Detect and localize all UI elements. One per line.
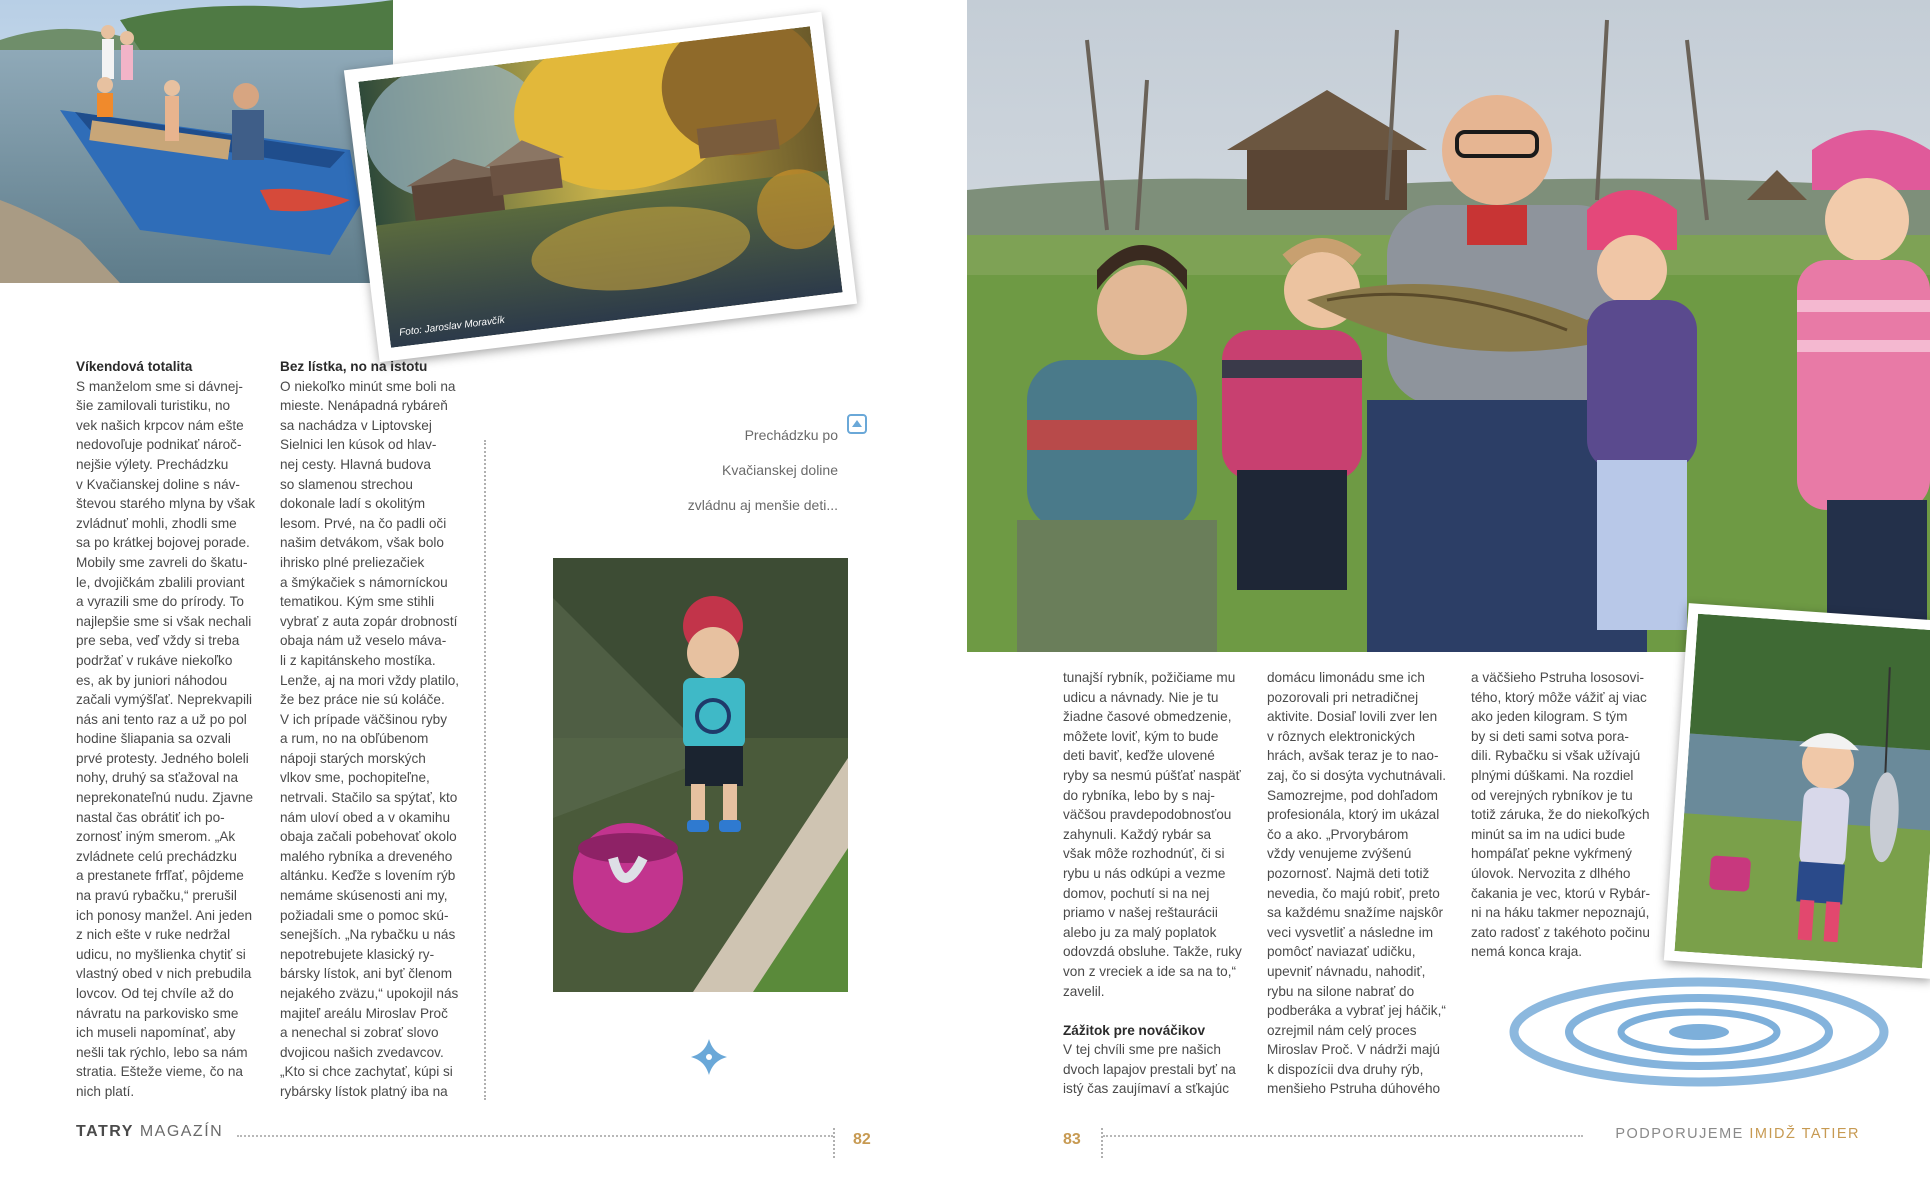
text-line: domov, pochutí si na nej [1063, 885, 1210, 901]
magazine-title [76, 1123, 223, 1141]
text-column-3 [1063, 668, 1248, 1099]
page-number-right: 83 [1063, 1131, 1081, 1148]
text-line: Prechádzku po [744, 427, 838, 443]
text-line: rybársky lístok platný iba na [280, 1083, 448, 1099]
text-line: dokonale ladí s okolitým [280, 496, 426, 512]
text-line: O niekoľko minút sme boli na [280, 378, 456, 394]
text-column-1 [76, 357, 261, 1102]
slogan-accent: IMIDŽ TATIER [1749, 1126, 1860, 1142]
text-line: sa každému snažíme najskôr [1267, 905, 1444, 921]
text-line: zahynuli. Každý rybár sa [1063, 826, 1212, 842]
text-line: minút sa im na udici bude [1471, 826, 1626, 842]
heading-zazitok: Zážitok pre nováčikov [1063, 1022, 1206, 1038]
text-line: profesionála, ktorý im ukázal [1267, 807, 1440, 823]
text-line: nej cesty. Hlavná budova [280, 456, 431, 472]
text-line: altánku. Keďže s lovením rýb [280, 868, 456, 884]
four-point-star-icon [689, 1037, 729, 1077]
text-line: sa nachádza v Liptovskej [280, 417, 432, 433]
text-line: nepotrebujete klasický ry- [280, 946, 435, 962]
text-line: pomôcť naviazať udičku, [1267, 944, 1416, 960]
text-line: nám uloví obed a v okamihu [280, 809, 451, 825]
text-line: šie zamilovali turistiku, no [76, 398, 231, 414]
text-line: vek našich krpcov nám ešte [76, 417, 244, 433]
text-line: so slamenou strechou [280, 476, 413, 492]
text-line: totiž záruka, že do niekoľkých [1471, 807, 1650, 823]
text-line: a väčšieho Pstruha lososovi- [1471, 670, 1645, 685]
heading-bez-listka: Bez lístka, no na istotu [280, 359, 428, 374]
text-line: môžete loviť, kým to bude [1063, 728, 1219, 744]
text-line: aktivite. Dosiaľ lovili zver len [1267, 709, 1438, 725]
text-line: es, ak by juniori náhodou [76, 672, 228, 688]
text-line: S manželom sme si dávnej- [76, 378, 243, 394]
text-line: nevedia, čo majú robiť, preto [1267, 885, 1440, 901]
text-line: Samozrejme, pod dohľadom [1267, 787, 1438, 803]
text-line: čo a ako. „Prvorybárom [1267, 826, 1409, 842]
text-column-2 [280, 357, 470, 1102]
text-line: zvládnu aj menšie deti... [687, 497, 838, 513]
photo-fishing-group-image [967, 0, 1930, 652]
photo-boy-bucket-image [553, 558, 848, 992]
text-line: ryby sa nesmú púšťať naspäť [1063, 767, 1241, 783]
text-line: Mobily sme zavreli do škatu- [76, 554, 248, 570]
text-line: neprekonateľnú nudu. Zjavne [76, 790, 254, 806]
water-ripple-graphic [1508, 975, 1890, 1090]
text-line: v Kvačianskej doline s náv- [76, 476, 240, 492]
text-line: Sielnici len kúsok od hlav- [280, 437, 437, 453]
text-column-5 [1471, 668, 1656, 962]
text-line: od verejných rybníkov je tu [1471, 787, 1633, 803]
text-body [1471, 668, 1656, 962]
text-line: hrách, avšak teraz je to nao- [1267, 748, 1439, 764]
text-line: upevniť návnadu, nahodiť, [1267, 963, 1426, 979]
text-line: začali vymýšľať. Neprekvapili [76, 692, 253, 708]
text-line: malého rybníka a dreveného [280, 848, 453, 864]
text-line: zvládnete celú prechádzku [76, 848, 237, 864]
text-line: zato radosť z takéhoto počinu [1471, 924, 1650, 940]
text-line: pozorovali pri netradičnej [1267, 689, 1419, 705]
text-line: udicu a návnady. Nie je tu [1063, 689, 1219, 705]
photo-girl-fish [1675, 614, 1930, 968]
text-body [280, 377, 470, 1102]
photo-kids-boat [0, 0, 393, 283]
text-line: čakania je vec, ktorú v Rybár- [1471, 885, 1651, 901]
text-line: li z kapitánskeho mostíka. [280, 652, 436, 668]
text-line: že bez práce nie sú koláče. [280, 692, 445, 708]
text-line: našim detvákom, však bolo [280, 535, 444, 551]
text-line: by si deti sami sotva pora- [1471, 728, 1629, 744]
text-line: návratu na parkovisko sme [76, 1005, 239, 1021]
slogan-light: PODPORUJEME [1615, 1126, 1744, 1142]
photo-caption [660, 411, 838, 530]
text-line: lesom. Prvé, na čo padli oči [280, 515, 447, 531]
text-line: vlkov sme, pochopiteľne, [280, 770, 430, 786]
text-line: obaja začali pobehovať okolo [280, 829, 457, 845]
text-line: nich platí. [76, 1083, 135, 1099]
text-line: najlepšie sme si však nechali [76, 613, 252, 629]
text-line: istý čas zaujímaví a sťkajúc [1063, 1081, 1230, 1097]
text-line: rybu u nás odkúpi a vezme [1063, 865, 1226, 881]
text-line: ako jeden kilogram. S tým [1471, 709, 1628, 725]
photo-boy-bucket [553, 558, 848, 992]
text-line: alebo ju za malý poplatok [1063, 924, 1217, 940]
text-line: nešli tak rýchlo, lebo sa nám [76, 1044, 248, 1060]
text-line: a šmýkačiek s námorníckou [280, 574, 448, 590]
text-line: požiadali sme o pomoc skú- [280, 907, 449, 923]
photo-kids-boat-image [0, 0, 393, 283]
text-line: von z vreciek a ide sa na to,“ [1063, 963, 1237, 979]
text-line: mieste. Nenápadná rybáreň [280, 398, 448, 414]
magazine-title-light: MAGAZÍN [139, 1123, 224, 1140]
caption-text [660, 425, 838, 516]
text-line: tematikou. Kým sme stihli [280, 594, 435, 610]
photo-girl-fish-image [1675, 614, 1930, 968]
text-line: netrvali. Stačilo sa spýtať, kto [280, 790, 458, 806]
text-line: hompáľať pekne vykŕmený [1471, 846, 1632, 862]
photo-mill [358, 26, 842, 347]
photo-credit: Foto: Jaroslav Moravčík [398, 314, 506, 339]
photo-mill-polaroid [344, 12, 857, 362]
text-line: a vyrazili sme do prírody. To [76, 594, 244, 610]
text-line: väčšou pravdepodobnosťou [1063, 807, 1232, 823]
magazine-title-bold: TATRY [76, 1123, 134, 1140]
text-line: nejšie výlety. Prechádzku [76, 456, 229, 472]
text-line: lovcov. Od tej chvíle až do [76, 986, 234, 1001]
text-line: zaj, čo si dosýta vychutnávali. [1267, 767, 1447, 783]
text-line: a nenechal si zobrať slovo [280, 1025, 439, 1041]
text-line: Lenže, aj na mori vždy platilo, [280, 672, 460, 688]
page-number-left: 82 [853, 1131, 871, 1148]
text-line: V tej chvíli sme pre našich [1063, 1042, 1221, 1058]
text-line: nohy, druhý sa sťažoval na [76, 770, 239, 786]
text-line: „Kto si chce zachytať, kúpi si [280, 1064, 453, 1080]
text-line: tého, ktorý môže vážiť aj viac [1471, 689, 1647, 705]
text-line: senejších. „Na rybačku u nás [280, 927, 456, 943]
text-line: nápoji starých morských [280, 750, 426, 766]
text-line: deti baviť, keďže ulovené [1063, 748, 1215, 764]
text-body [1063, 1040, 1248, 1099]
text-line: domácu limonádu sme ich [1267, 670, 1425, 685]
text-line: bársky lístok, ani byť členom [280, 966, 453, 982]
text-line: dvoch lapajov prestali byť na [1063, 1061, 1236, 1077]
text-line: vlastný obed v nich prebudila [76, 966, 252, 982]
text-line: podberáka a vybrať jej háčik,“ [1267, 1003, 1446, 1019]
text-line: a prestanete frfľať, pôjdeme [76, 868, 244, 884]
text-line: plnými dúškami. Na rozdiel [1471, 767, 1634, 783]
text-line: le, dvojičkám zbalili proviant [76, 574, 245, 590]
footer-divider-right [1101, 1128, 1103, 1158]
text-line: rybu na silone nabrať do [1267, 983, 1415, 999]
text-body [76, 377, 261, 1102]
text-line: podržať v rukáve niekoľko [76, 652, 233, 668]
text-line: a rum, no na obľúbenom [280, 731, 429, 747]
text-line: žiadne časové obmedzenie, [1063, 709, 1232, 725]
text-line: nastal čas obrátiť ich po- [76, 809, 225, 825]
column-divider [484, 440, 486, 1100]
text-line: pre seba, veď vždy si treba [76, 633, 240, 649]
text-line: pozornosť. Najmä deti totiž [1267, 865, 1430, 881]
heading-vikendova-totalita: Víkendová totalita [76, 359, 193, 374]
photo-mill-image [358, 26, 842, 347]
footer-divider-left [833, 1128, 835, 1158]
footer-rule-left [237, 1135, 833, 1137]
text-line: ni na háku takmer nepoznajú, [1471, 905, 1650, 921]
text-line: však môže rozhodnúť, či si [1063, 846, 1225, 862]
text-line: ich museli napomínať, aby [76, 1025, 236, 1041]
text-line: števou starého mlyna by však [76, 496, 256, 512]
text-line: nejakého zväzu,“ upokojil nás [280, 986, 459, 1001]
text-line: udicu, no myšlienka chytiť si [76, 946, 246, 962]
text-line: nás ani tento raz a už po pol [76, 711, 247, 727]
text-line: tunajší rybník, požičiame mu [1063, 670, 1236, 685]
text-line: hodine šliapania sa ozvali [76, 731, 231, 747]
text-line: veci vysvetliť a následne im [1267, 924, 1434, 940]
text-line: úlovok. Nervozita z dlhého [1471, 865, 1631, 881]
text-line: vybrať z auta zopár drobností [280, 613, 458, 629]
text-line: zvládnuť mohli, zhodli sme [76, 515, 237, 531]
text-line: v rôznych elektronických [1267, 728, 1416, 744]
text-line: ihrisko plné preliezačiek [280, 554, 425, 570]
text-line: nemá konca kraja. [1471, 944, 1583, 960]
text-line: zornosť iným smerom. „Ak [76, 829, 236, 845]
text-line: vždy venujeme zvýšenú [1267, 846, 1412, 862]
slogan [1615, 1126, 1860, 1142]
photo-girl-fish-polaroid [1664, 603, 1930, 979]
text-line: ozrejmil nám celý proces [1267, 1022, 1417, 1038]
text-body [1063, 668, 1248, 1001]
text-column-4 [1267, 668, 1452, 1099]
text-line: nedovoľuje podnikať nároč- [76, 437, 242, 453]
footer-rule-right [1103, 1135, 1583, 1137]
text-line: z nich ešte v ruke nedržal [76, 927, 231, 943]
text-line: majiteľ areálu Miroslav Proč [280, 1005, 448, 1021]
up-arrow-icon [847, 414, 867, 434]
text-line: Kvačianskej doline [722, 462, 838, 478]
text-body [1267, 668, 1452, 1099]
text-line: stratia. Ešteže vieme, čo na [76, 1064, 243, 1080]
text-line: k dispozícii dva druhy rýb, [1267, 1061, 1424, 1077]
photo-fishing-group [967, 0, 1930, 652]
text-line: zavelil. [1063, 983, 1105, 999]
text-line: V ich prípade väčšinou ryby [280, 711, 447, 727]
text-line: priamo v našej reštaurácii [1063, 905, 1218, 921]
text-line: Miroslav Proč. V nádrži majú [1267, 1042, 1440, 1058]
text-line: odovzdá obsluhe. Takže, ruky [1063, 944, 1242, 960]
text-line: obaja nám už veselo máva- [280, 633, 447, 649]
text-line: dvojicou našich zvedavcov. [280, 1044, 444, 1060]
text-line: na pravú rybačku,“ prerušil [76, 888, 237, 904]
text-line: do rybníka, lebo by s naj- [1063, 787, 1215, 803]
text-line: nemáme skúsenosti ani my, [280, 888, 448, 904]
text-line: prvé protesty. Jedného boleli [76, 750, 249, 766]
text-line: menšieho Pstruha dúhového [1267, 1081, 1441, 1097]
text-line: ich ponosy manžel. Ani jeden [76, 907, 253, 923]
text-line: dili. Rybačku si však užívajú [1471, 748, 1641, 764]
text-line: sa po krátkej bojovej porade. [76, 535, 250, 551]
